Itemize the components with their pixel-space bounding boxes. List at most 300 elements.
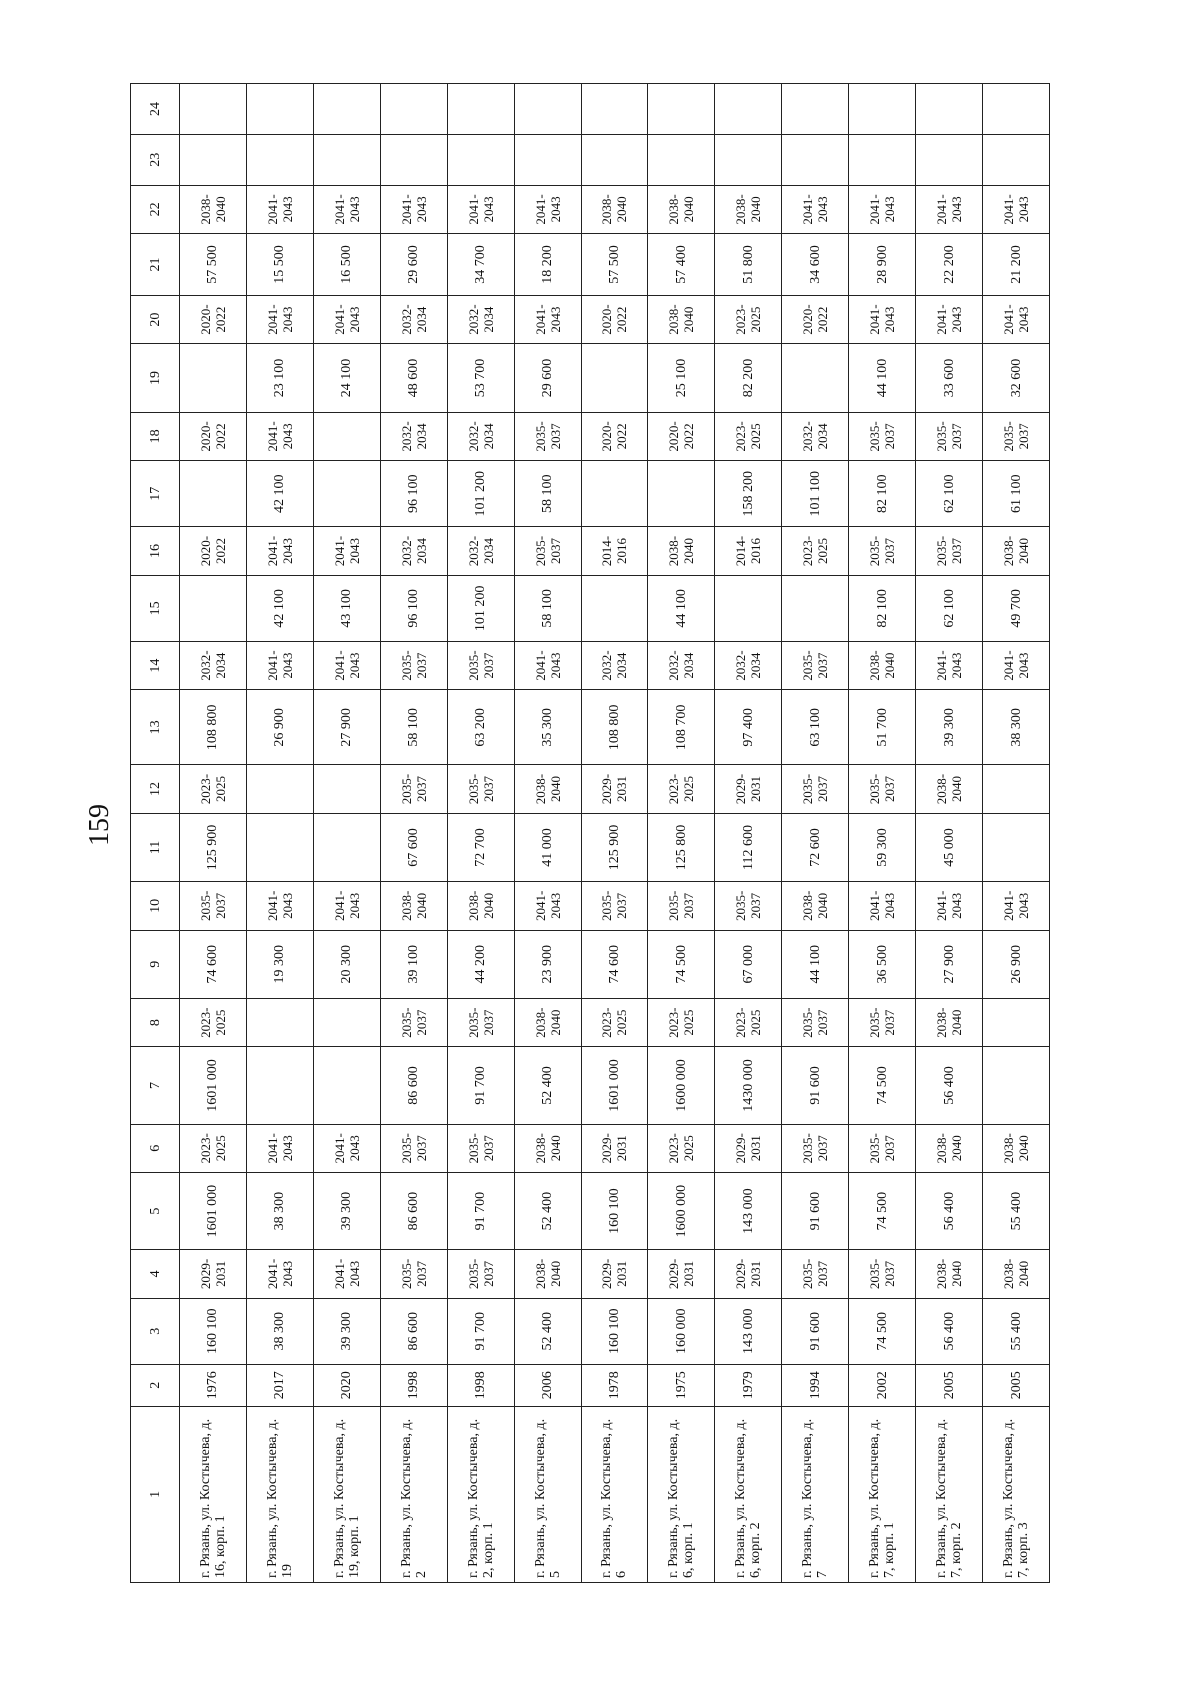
period-cell: 2041-2043 bbox=[246, 1124, 313, 1172]
period-cell: 2029-2031 bbox=[581, 765, 648, 813]
period-cell: 2041-2043 bbox=[313, 295, 380, 343]
period-cell: 2029-2031 bbox=[180, 1250, 247, 1298]
value-cell: 39 100 bbox=[380, 930, 447, 998]
value-cell bbox=[983, 765, 1050, 813]
period-cell: 2020-2022 bbox=[648, 412, 715, 460]
period-cell: 2029-2031 bbox=[715, 765, 782, 813]
value-cell: 58 100 bbox=[514, 461, 581, 527]
table-row bbox=[246, 84, 313, 1583]
value-cell: 91 700 bbox=[447, 1173, 514, 1250]
period-cell: 2038-2040 bbox=[983, 1124, 1050, 1172]
period-cell: 2038-2040 bbox=[447, 882, 514, 930]
value-cell bbox=[983, 134, 1050, 185]
period-cell: 2041-2043 bbox=[246, 412, 313, 460]
period-cell: 2029-2031 bbox=[581, 1250, 648, 1298]
period-cell: 2038-2040 bbox=[380, 882, 447, 930]
table-row bbox=[447, 84, 514, 1583]
period-cell: 2032-2034 bbox=[380, 295, 447, 343]
period-cell: 2041-2043 bbox=[313, 185, 380, 233]
period-cell: 2041-2043 bbox=[514, 185, 581, 233]
period-cell: 2041-2043 bbox=[983, 882, 1050, 930]
value-cell: 26 900 bbox=[983, 930, 1050, 998]
period-cell: 2041-2043 bbox=[849, 295, 916, 343]
value-cell bbox=[782, 575, 849, 641]
value-cell: 44 100 bbox=[849, 344, 916, 412]
address-cell: г. Рязань, ул. Костычева, д. 16, корп. 1 bbox=[180, 1406, 247, 1582]
value-cell: 86 600 bbox=[380, 1047, 447, 1124]
address-cell: г. Рязань, ул. Костычева, д. 5 bbox=[514, 1406, 581, 1582]
table-row bbox=[715, 84, 782, 1583]
value-cell: 74 500 bbox=[849, 1173, 916, 1250]
period-cell: 2041-2043 bbox=[782, 185, 849, 233]
value-cell: 74 500 bbox=[648, 930, 715, 998]
value-cell bbox=[246, 134, 313, 185]
period-cell: 2035-2037 bbox=[849, 527, 916, 575]
column-header: 4 bbox=[131, 1250, 180, 1298]
value-cell: 39 300 bbox=[916, 690, 983, 765]
period-cell: 2041-2043 bbox=[514, 295, 581, 343]
value-cell bbox=[849, 134, 916, 185]
value-cell bbox=[313, 813, 380, 881]
column-header: 5 bbox=[131, 1173, 180, 1250]
value-cell bbox=[380, 84, 447, 135]
value-cell: 38 300 bbox=[983, 690, 1050, 765]
value-cell bbox=[983, 84, 1050, 135]
column-header: 20 bbox=[131, 295, 180, 343]
period-cell: 2032-2034 bbox=[581, 641, 648, 689]
value-cell: 53 700 bbox=[447, 344, 514, 412]
value-cell: 108 800 bbox=[180, 690, 247, 765]
value-cell: 56 400 bbox=[916, 1047, 983, 1124]
year-cell: 1976 bbox=[180, 1364, 247, 1406]
value-cell bbox=[246, 998, 313, 1046]
value-cell: 38 300 bbox=[246, 1298, 313, 1364]
value-cell: 125 900 bbox=[180, 813, 247, 881]
period-cell: 2041-2043 bbox=[380, 185, 447, 233]
period-cell: 2041-2043 bbox=[849, 882, 916, 930]
value-cell bbox=[313, 134, 380, 185]
value-cell: 67 600 bbox=[380, 813, 447, 881]
period-cell: 2023-2025 bbox=[180, 998, 247, 1046]
period-cell: 2038-2040 bbox=[514, 1250, 581, 1298]
value-cell: 82 100 bbox=[849, 461, 916, 527]
value-cell: 23 900 bbox=[514, 930, 581, 998]
value-cell bbox=[246, 84, 313, 135]
period-cell: 2041-2043 bbox=[246, 882, 313, 930]
column-header: 12 bbox=[131, 765, 180, 813]
column-header: 1 bbox=[131, 1406, 180, 1582]
value-cell bbox=[180, 344, 247, 412]
period-cell: 2038-2040 bbox=[916, 765, 983, 813]
value-cell: 125 800 bbox=[648, 813, 715, 881]
address-cell: г. Рязань, ул. Костычева, д. 7, корп. 1 bbox=[849, 1406, 916, 1582]
value-cell bbox=[180, 461, 247, 527]
value-cell bbox=[648, 461, 715, 527]
period-cell: 2041-2043 bbox=[916, 185, 983, 233]
table-row bbox=[849, 84, 916, 1583]
value-cell: 96 100 bbox=[380, 575, 447, 641]
year-cell: 1994 bbox=[782, 1364, 849, 1406]
period-cell: 2041-2043 bbox=[313, 641, 380, 689]
period-cell: 2041-2043 bbox=[916, 641, 983, 689]
period-cell: 2035-2037 bbox=[849, 412, 916, 460]
value-cell: 43 100 bbox=[313, 575, 380, 641]
value-cell: 82 200 bbox=[715, 344, 782, 412]
value-cell bbox=[782, 84, 849, 135]
value-cell: 28 900 bbox=[849, 234, 916, 296]
period-cell: 2023-2025 bbox=[715, 998, 782, 1046]
value-cell: 15 500 bbox=[246, 234, 313, 296]
value-cell: 52 400 bbox=[514, 1173, 581, 1250]
value-cell: 143 000 bbox=[715, 1298, 782, 1364]
period-cell: 2035-2037 bbox=[648, 882, 715, 930]
value-cell: 55 400 bbox=[983, 1173, 1050, 1250]
table-row bbox=[782, 84, 849, 1583]
value-cell bbox=[313, 1047, 380, 1124]
table-row bbox=[380, 84, 447, 1583]
period-cell: 2023-2025 bbox=[715, 412, 782, 460]
period-cell: 2035-2037 bbox=[380, 765, 447, 813]
column-header: 21 bbox=[131, 234, 180, 296]
value-cell: 56 400 bbox=[916, 1173, 983, 1250]
period-cell: 2035-2037 bbox=[380, 641, 447, 689]
period-cell: 2038-2040 bbox=[916, 1124, 983, 1172]
period-cell: 2038-2040 bbox=[514, 998, 581, 1046]
value-cell: 112 600 bbox=[715, 813, 782, 881]
value-cell: 55 400 bbox=[983, 1298, 1050, 1364]
header-row bbox=[131, 84, 180, 1583]
value-cell: 44 100 bbox=[648, 575, 715, 641]
value-cell bbox=[180, 134, 247, 185]
year-cell: 1998 bbox=[447, 1364, 514, 1406]
address-cell: г. Рязань, ул. Костычева, д. 7, корп. 3 bbox=[983, 1406, 1050, 1582]
value-cell: 91 700 bbox=[447, 1298, 514, 1364]
address-cell: г. Рязань, ул. Костычева, д. 6, корп. 1 bbox=[648, 1406, 715, 1582]
period-cell: 2041-2043 bbox=[983, 641, 1050, 689]
value-cell bbox=[715, 84, 782, 135]
period-cell: 2032-2034 bbox=[380, 527, 447, 575]
period-cell: 2035-2037 bbox=[849, 1124, 916, 1172]
rotated-table-container bbox=[130, 83, 1050, 1583]
value-cell: 56 400 bbox=[916, 1298, 983, 1364]
period-cell: 2035-2037 bbox=[782, 998, 849, 1046]
period-cell: 2038-2040 bbox=[581, 185, 648, 233]
period-cell: 2035-2037 bbox=[849, 998, 916, 1046]
column-header: 22 bbox=[131, 185, 180, 233]
period-cell: 2023-2025 bbox=[581, 998, 648, 1046]
value-cell: 52 400 bbox=[514, 1298, 581, 1364]
year-cell: 1979 bbox=[715, 1364, 782, 1406]
period-cell: 2023-2025 bbox=[782, 527, 849, 575]
table-row bbox=[983, 84, 1050, 1583]
column-header: 6 bbox=[131, 1124, 180, 1172]
period-cell: 2035-2037 bbox=[983, 412, 1050, 460]
period-cell: 2032-2034 bbox=[447, 295, 514, 343]
table-row bbox=[313, 84, 380, 1583]
column-header: 15 bbox=[131, 575, 180, 641]
value-cell: 1600 000 bbox=[648, 1173, 715, 1250]
value-cell: 38 300 bbox=[246, 1173, 313, 1250]
column-header: 17 bbox=[131, 461, 180, 527]
address-cell: г. Рязань, ул. Костычева, д. 2 bbox=[380, 1406, 447, 1582]
value-cell: 34 600 bbox=[782, 234, 849, 296]
value-cell: 19 300 bbox=[246, 930, 313, 998]
value-cell: 57 400 bbox=[648, 234, 715, 296]
value-cell: 58 100 bbox=[380, 690, 447, 765]
year-cell: 2005 bbox=[983, 1364, 1050, 1406]
value-cell: 36 500 bbox=[849, 930, 916, 998]
value-cell bbox=[916, 84, 983, 135]
column-header: 9 bbox=[131, 930, 180, 998]
value-cell: 42 100 bbox=[246, 461, 313, 527]
value-cell: 108 700 bbox=[648, 690, 715, 765]
value-cell bbox=[447, 84, 514, 135]
value-cell bbox=[514, 84, 581, 135]
value-cell: 21 200 bbox=[983, 234, 1050, 296]
period-cell: 2014-2016 bbox=[715, 527, 782, 575]
period-cell: 2041-2043 bbox=[246, 641, 313, 689]
value-cell: 62 100 bbox=[916, 461, 983, 527]
period-cell: 2029-2031 bbox=[715, 1124, 782, 1172]
value-cell: 82 100 bbox=[849, 575, 916, 641]
address-cell: г. Рязань, ул. Костычева, д. 19 bbox=[246, 1406, 313, 1582]
value-cell bbox=[246, 765, 313, 813]
column-header: 8 bbox=[131, 998, 180, 1046]
column-header: 23 bbox=[131, 134, 180, 185]
address-cell: г. Рязань, ул. Костычева, д. 6, корп. 2 bbox=[715, 1406, 782, 1582]
value-cell bbox=[715, 575, 782, 641]
column-header: 2 bbox=[131, 1364, 180, 1406]
period-cell: 2023-2025 bbox=[715, 295, 782, 343]
value-cell: 74 600 bbox=[180, 930, 247, 998]
value-cell: 63 100 bbox=[782, 690, 849, 765]
period-cell: 2038-2040 bbox=[648, 295, 715, 343]
period-cell: 2035-2037 bbox=[180, 882, 247, 930]
value-cell bbox=[246, 813, 313, 881]
value-cell: 1601 000 bbox=[180, 1173, 247, 1250]
period-cell: 2035-2037 bbox=[447, 765, 514, 813]
column-header: 10 bbox=[131, 882, 180, 930]
year-cell: 2006 bbox=[514, 1364, 581, 1406]
table-row bbox=[648, 84, 715, 1583]
value-cell: 1430 000 bbox=[715, 1047, 782, 1124]
value-cell: 63 200 bbox=[447, 690, 514, 765]
value-cell: 27 900 bbox=[313, 690, 380, 765]
value-cell: 44 200 bbox=[447, 930, 514, 998]
period-cell: 2035-2037 bbox=[916, 527, 983, 575]
value-cell: 57 500 bbox=[581, 234, 648, 296]
period-cell: 2035-2037 bbox=[782, 641, 849, 689]
value-cell bbox=[715, 134, 782, 185]
value-cell: 25 100 bbox=[648, 344, 715, 412]
period-cell: 2035-2037 bbox=[849, 765, 916, 813]
period-cell: 2035-2037 bbox=[916, 412, 983, 460]
period-cell: 2029-2031 bbox=[648, 1250, 715, 1298]
value-cell bbox=[916, 134, 983, 185]
period-cell: 2035-2037 bbox=[380, 998, 447, 1046]
value-cell: 26 900 bbox=[246, 690, 313, 765]
year-cell: 1998 bbox=[380, 1364, 447, 1406]
address-cell: г. Рязань, ул. Костычева, д. 19, корп. 1 bbox=[313, 1406, 380, 1582]
value-cell: 42 100 bbox=[246, 575, 313, 641]
period-cell: 2035-2037 bbox=[514, 527, 581, 575]
value-cell: 91 600 bbox=[782, 1298, 849, 1364]
value-cell: 67 000 bbox=[715, 930, 782, 998]
period-cell: 2038-2040 bbox=[983, 527, 1050, 575]
table-body bbox=[180, 84, 1050, 1583]
value-cell: 101 100 bbox=[782, 461, 849, 527]
address-cell: г. Рязань, ул. Костычева, д. 6 bbox=[581, 1406, 648, 1582]
value-cell bbox=[648, 134, 715, 185]
period-cell: 2041-2043 bbox=[916, 882, 983, 930]
year-cell: 2017 bbox=[246, 1364, 313, 1406]
value-cell: 44 100 bbox=[782, 930, 849, 998]
value-cell: 16 500 bbox=[313, 234, 380, 296]
value-cell bbox=[313, 461, 380, 527]
period-cell: 2041-2043 bbox=[514, 641, 581, 689]
value-cell: 108 800 bbox=[581, 690, 648, 765]
period-cell: 2029-2031 bbox=[715, 1250, 782, 1298]
column-header: 14 bbox=[131, 641, 180, 689]
value-cell bbox=[514, 134, 581, 185]
period-cell: 2035-2037 bbox=[447, 998, 514, 1046]
value-cell bbox=[180, 575, 247, 641]
period-cell: 2023-2025 bbox=[648, 998, 715, 1046]
value-cell: 1600 000 bbox=[648, 1047, 715, 1124]
period-cell: 2035-2037 bbox=[581, 882, 648, 930]
period-cell: 2014-2016 bbox=[581, 527, 648, 575]
value-cell bbox=[983, 813, 1050, 881]
period-cell: 2035-2037 bbox=[514, 412, 581, 460]
value-cell bbox=[983, 1047, 1050, 1124]
value-cell: 23 100 bbox=[246, 344, 313, 412]
table-row bbox=[180, 84, 247, 1583]
period-cell: 2032-2034 bbox=[447, 412, 514, 460]
period-cell: 2041-2043 bbox=[983, 185, 1050, 233]
year-cell: 1975 bbox=[648, 1364, 715, 1406]
value-cell: 160 100 bbox=[180, 1298, 247, 1364]
period-cell: 2038-2040 bbox=[916, 998, 983, 1046]
value-cell: 74 500 bbox=[849, 1047, 916, 1124]
period-cell: 2038-2040 bbox=[916, 1250, 983, 1298]
value-cell: 86 600 bbox=[380, 1298, 447, 1364]
value-cell: 97 400 bbox=[715, 690, 782, 765]
period-cell: 2041-2043 bbox=[916, 295, 983, 343]
period-cell: 2035-2037 bbox=[447, 1250, 514, 1298]
value-cell bbox=[782, 134, 849, 185]
value-cell: 32 600 bbox=[983, 344, 1050, 412]
value-cell: 143 000 bbox=[715, 1173, 782, 1250]
table-row bbox=[514, 84, 581, 1583]
value-cell: 62 100 bbox=[916, 575, 983, 641]
period-cell: 2041-2043 bbox=[849, 185, 916, 233]
period-cell: 2032-2034 bbox=[447, 527, 514, 575]
period-cell: 2023-2025 bbox=[648, 1124, 715, 1172]
period-cell: 2035-2037 bbox=[380, 1250, 447, 1298]
value-cell: 101 200 bbox=[447, 575, 514, 641]
year-cell: 2002 bbox=[849, 1364, 916, 1406]
value-cell bbox=[246, 1047, 313, 1124]
value-cell: 74 500 bbox=[849, 1298, 916, 1364]
value-cell bbox=[648, 84, 715, 135]
value-cell: 91 600 bbox=[782, 1047, 849, 1124]
period-cell: 2032-2034 bbox=[715, 641, 782, 689]
period-cell: 2041-2043 bbox=[313, 882, 380, 930]
period-cell: 2020-2022 bbox=[581, 295, 648, 343]
period-cell: 2035-2037 bbox=[782, 765, 849, 813]
value-cell: 74 600 bbox=[581, 930, 648, 998]
period-cell: 2038-2040 bbox=[648, 185, 715, 233]
period-cell: 2041-2043 bbox=[246, 1250, 313, 1298]
period-cell: 2035-2037 bbox=[782, 1124, 849, 1172]
period-cell: 2020-2022 bbox=[581, 412, 648, 460]
value-cell: 35 300 bbox=[514, 690, 581, 765]
period-cell: 2032-2034 bbox=[180, 641, 247, 689]
value-cell bbox=[313, 412, 380, 460]
period-cell: 2041-2043 bbox=[447, 185, 514, 233]
value-cell: 39 300 bbox=[313, 1298, 380, 1364]
period-cell: 2035-2037 bbox=[715, 882, 782, 930]
period-cell: 2020-2022 bbox=[180, 295, 247, 343]
period-cell: 2038-2040 bbox=[782, 882, 849, 930]
value-cell: 72 700 bbox=[447, 813, 514, 881]
value-cell: 34 700 bbox=[447, 234, 514, 296]
period-cell: 2020-2022 bbox=[180, 412, 247, 460]
table-row bbox=[581, 84, 648, 1583]
value-cell: 45 000 bbox=[916, 813, 983, 881]
value-cell: 1601 000 bbox=[581, 1047, 648, 1124]
table-row bbox=[916, 84, 983, 1583]
column-header: 16 bbox=[131, 527, 180, 575]
period-cell: 2038-2040 bbox=[180, 185, 247, 233]
period-cell: 2035-2037 bbox=[447, 641, 514, 689]
value-cell bbox=[581, 575, 648, 641]
year-cell: 2005 bbox=[916, 1364, 983, 1406]
value-cell: 101 200 bbox=[447, 461, 514, 527]
value-cell bbox=[581, 461, 648, 527]
period-cell: 2023-2025 bbox=[648, 765, 715, 813]
year-cell: 1978 bbox=[581, 1364, 648, 1406]
value-cell: 160 000 bbox=[648, 1298, 715, 1364]
value-cell bbox=[180, 84, 247, 135]
value-cell: 58 100 bbox=[514, 575, 581, 641]
value-cell: 27 900 bbox=[916, 930, 983, 998]
value-cell: 96 100 bbox=[380, 461, 447, 527]
value-cell: 20 300 bbox=[313, 930, 380, 998]
value-cell bbox=[581, 344, 648, 412]
period-cell: 2038-2040 bbox=[983, 1250, 1050, 1298]
period-cell: 2041-2043 bbox=[313, 1124, 380, 1172]
value-cell: 39 300 bbox=[313, 1173, 380, 1250]
period-cell: 2041-2043 bbox=[514, 882, 581, 930]
period-cell: 2023-2025 bbox=[180, 1124, 247, 1172]
period-cell: 2041-2043 bbox=[313, 527, 380, 575]
period-cell: 2020-2022 bbox=[782, 295, 849, 343]
value-cell: 33 600 bbox=[916, 344, 983, 412]
value-cell: 48 600 bbox=[380, 344, 447, 412]
period-cell: 2038-2040 bbox=[715, 185, 782, 233]
value-cell: 158 200 bbox=[715, 461, 782, 527]
period-cell: 2038-2040 bbox=[514, 1124, 581, 1172]
value-cell: 29 600 bbox=[514, 344, 581, 412]
value-cell: 91 700 bbox=[447, 1047, 514, 1124]
value-cell: 1601 000 bbox=[180, 1047, 247, 1124]
value-cell bbox=[313, 765, 380, 813]
value-cell bbox=[447, 134, 514, 185]
column-header: 19 bbox=[131, 344, 180, 412]
column-header: 13 bbox=[131, 690, 180, 765]
column-header: 7 bbox=[131, 1047, 180, 1124]
